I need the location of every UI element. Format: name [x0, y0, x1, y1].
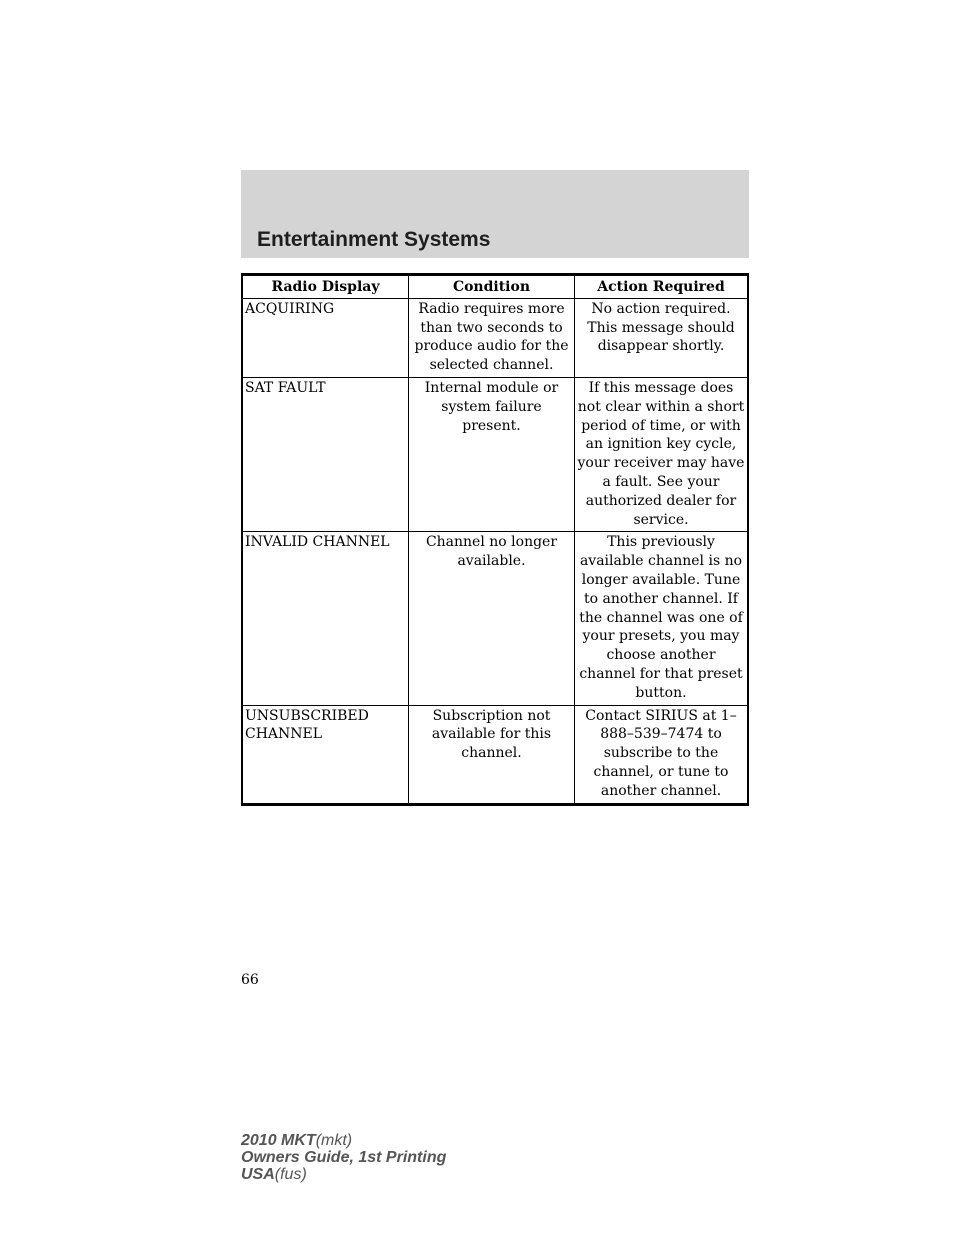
footer-market-code: (fus)	[274, 1166, 307, 1183]
page-number: 66	[241, 972, 259, 988]
footer-model: 2010 MKT	[241, 1132, 316, 1149]
radio-display-cell: UNSUBSCRIBED CHANNEL	[242, 705, 409, 804]
radio-display-cell: INVALID CHANNEL	[242, 532, 409, 705]
footer-line-printing	[241, 1149, 446, 1166]
condition-cell: Subscription not available for this channel.	[409, 705, 575, 804]
radio-display-table	[241, 273, 749, 806]
action-required-cell: No action required. This message should disappear shortly.	[575, 298, 749, 377]
column-header-action-required: Action Required	[575, 275, 749, 299]
radio-display-cell: ACQUIRING	[242, 298, 409, 377]
section-header-band	[241, 170, 749, 258]
footer-model-code: (mkt)	[315, 1132, 353, 1149]
table-row	[242, 298, 748, 377]
footer-printing: Owners Guide, 1st Printing	[241, 1149, 447, 1166]
table-row	[242, 532, 748, 705]
footer-line-model	[241, 1132, 446, 1149]
footer-line-market	[241, 1166, 446, 1183]
table-row	[242, 377, 748, 531]
column-header-condition: Condition	[409, 275, 575, 299]
action-required-cell: If this message does not clear within a short period of time, or with an ignition key cycle, your receiver may have a fault. See your authorized dealer for service.	[575, 377, 749, 531]
column-header-radio-display: Radio Display	[242, 275, 409, 299]
table-row	[242, 705, 748, 804]
action-required-cell: Contact SIRIUS at 1–888–539–7474 to subscribe to the channel, or tune to another channel.	[575, 705, 749, 804]
condition-cell: Radio requires more than two seconds to produce audio for the selected channel.	[409, 298, 575, 377]
print-footer	[241, 1132, 446, 1183]
footer-market: USA	[241, 1166, 275, 1183]
table-header-row	[242, 275, 748, 299]
radio-display-cell: SAT FAULT	[242, 377, 409, 531]
condition-cell: Internal module or system failure present.	[409, 377, 575, 531]
section-title: Entertainment Systems	[257, 228, 491, 251]
action-required-cell: This previously available channel is no longer available. Tune to another channel. If the channel was one of your presets, you may choose another channel for that preset button.	[575, 532, 749, 705]
condition-cell: Channel no longer available.	[409, 532, 575, 705]
